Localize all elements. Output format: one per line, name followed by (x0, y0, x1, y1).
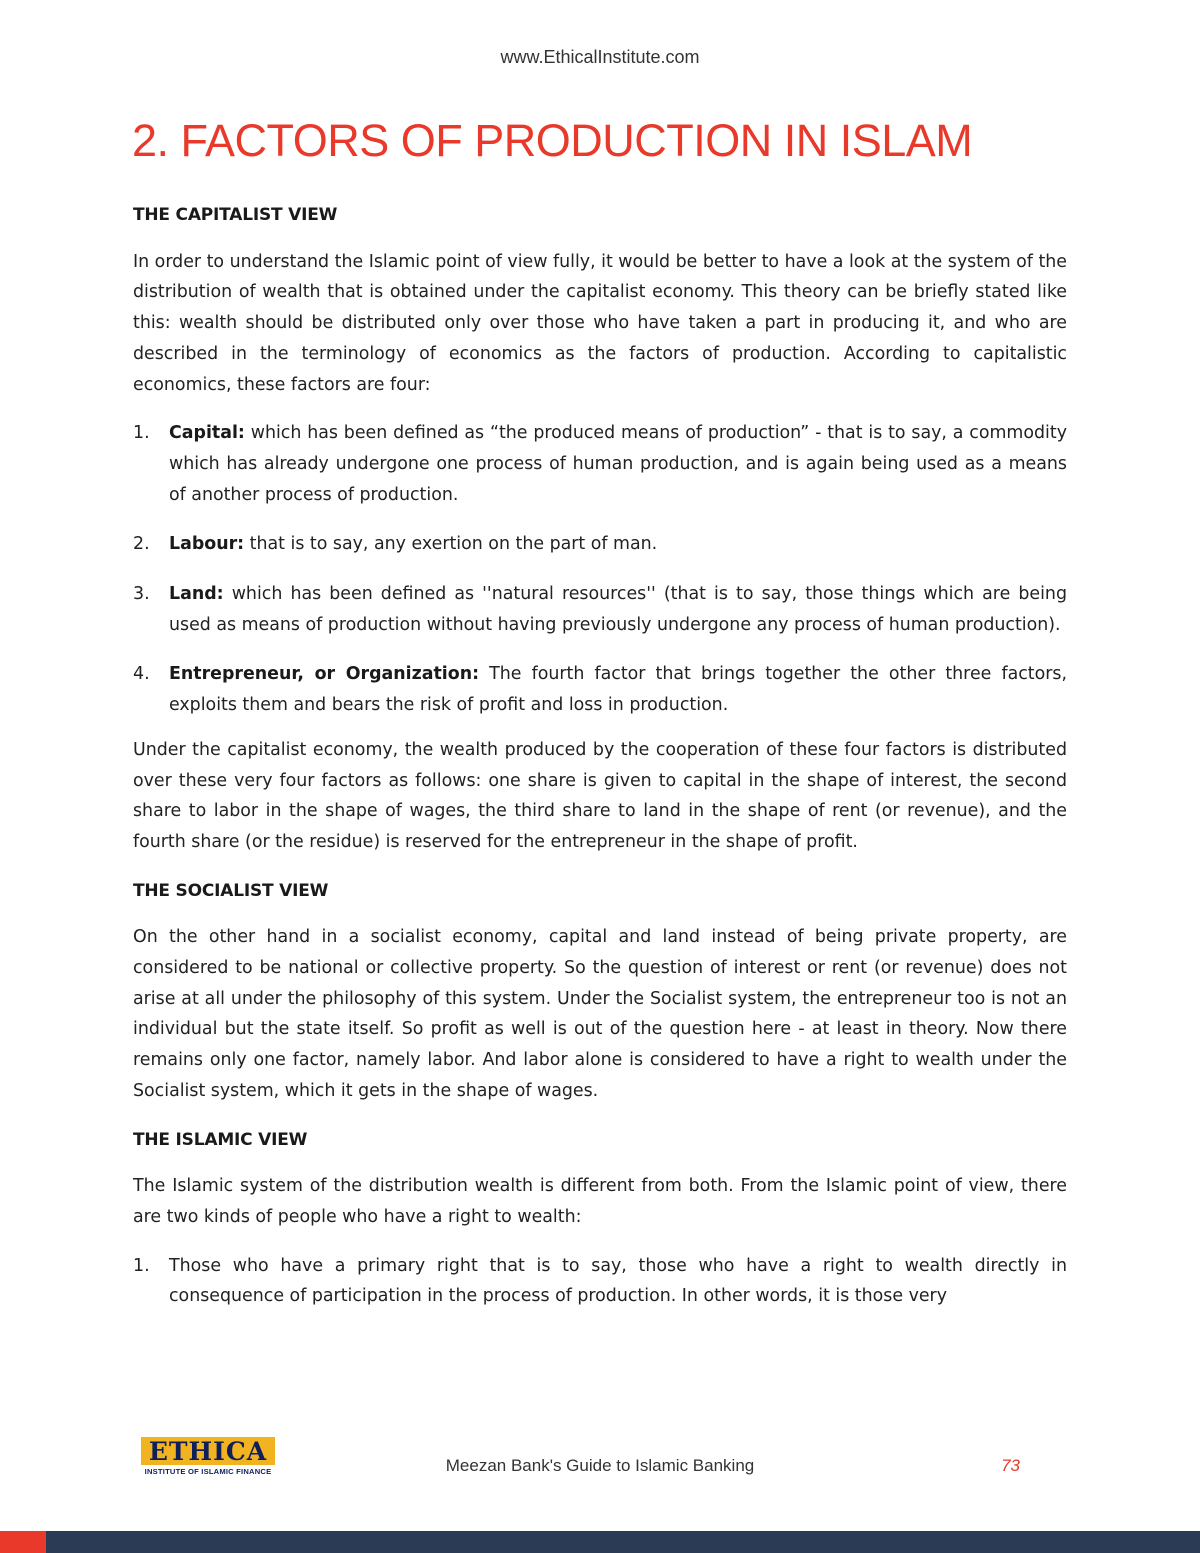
list-item (133, 1251, 1067, 1312)
section-heading-islamic: THE ISLAMIC VIEW (133, 1129, 308, 1150)
capitalist-factors-list (133, 418, 1067, 721)
list-item-number: 1. (133, 423, 150, 444)
list-item-number: 2. (133, 534, 150, 555)
list-item-number: 3. (133, 584, 150, 605)
list-item-text: which has been defined as ''natural resources'' (that is to say, those things which are being used as means of production without having previously undergone any process of human production). (169, 584, 1067, 635)
list-item-term: Capital: (169, 423, 245, 444)
list-item-text: Those who have a primary right that is to say, those who have a right to wealth directly in consequence of participation in the process of production. In other words, it is those very (169, 1255, 1067, 1307)
capitalist-outro-paragraph: Under the capitalist economy, the wealth produced by the cooperation of these four factors is distributed over these very four factors as follows: one share is given to capital in the shape of interest, the second share to labor in the shape of wages, the third share to land in the shape of rent (or revenue), and the fourth share (or the residue) is reserved for the entrepreneur in the shape of profit. (133, 739, 1067, 852)
islamic-intro-paragraph: The Islamic system of the distribution wealth is different from both. From the Islamic point of view, there are two kinds of people who have a right to wealth: (133, 1176, 1067, 1227)
list-item-number: 1. (133, 1255, 150, 1276)
logo-wordmark: ETHICA (141, 1437, 275, 1465)
footer-book-title: Meezan Bank's Guide to Islamic Banking (445, 1456, 755, 1475)
islamic-rights-list (133, 1251, 1067, 1312)
footer-bar (0, 1531, 1200, 1553)
list-item-text: The fourth factor that brings together the other three factors, exploits them and bears the risk of profit and loss in production. (169, 664, 1067, 716)
capitalist-intro-paragraph: In order to understand the Islamic point of view fully, it would be better to have a look at the system of the distribution of wealth that is obtained under the capitalist economy. This theory can be briefly stated like this: wealth should be distributed only over those who have taken a part in producing it, and who are described in the terminology of economics as the factors of production. According to capitalistic economics, these factors are four: (133, 251, 1067, 395)
list-item (133, 579, 1067, 640)
list-item-text: that is to say, any exertion on the part of man. (244, 534, 658, 555)
header-url[interactable]: www.EthicalInstitute.com (500, 47, 700, 67)
list-item-term: Entrepreneur, or Organization: (169, 664, 480, 685)
list-item-term: Land: (169, 584, 224, 605)
page-content (133, 200, 1067, 1331)
logo-subtitle: INSTITUTE OF ISLAMIC FINANCE (144, 1467, 272, 1476)
list-item-text: which has been defined as “the produced means of production” - that is to say, a commodity which has already undergone one process of human production, and is again being used as a means of another process of production. (169, 423, 1067, 505)
section-heading-socialist: THE SOCIALIST VIEW (133, 880, 329, 901)
page-title: 2. FACTORS OF PRODUCTION IN ISLAM (132, 115, 973, 166)
list-item-number: 4. (133, 664, 150, 685)
footer-bar-accent (0, 1531, 46, 1553)
list-item (133, 418, 1067, 510)
list-item (133, 659, 1067, 720)
list-item-term: Labour: (169, 534, 245, 555)
page-number: 73 (1001, 1456, 1020, 1475)
socialist-paragraph: On the other hand in a socialist economy, capital and land instead of being private property, are considered to be national or collective property. So the question of interest or rent (or revenue) does not arise at all under the philosophy of this system. Under the Socialist system, the entrepreneur too is not an individual but the state itself. So profit as well is out of the question here - at least in theory. Now there remains only one factor, namely labor. And labor alone is considered to have a right to wealth under the Socialist system, which it gets in the shape of wages. (133, 927, 1067, 1101)
section-heading-capitalist: THE CAPITALIST VIEW (133, 205, 338, 225)
list-item (133, 529, 1067, 560)
